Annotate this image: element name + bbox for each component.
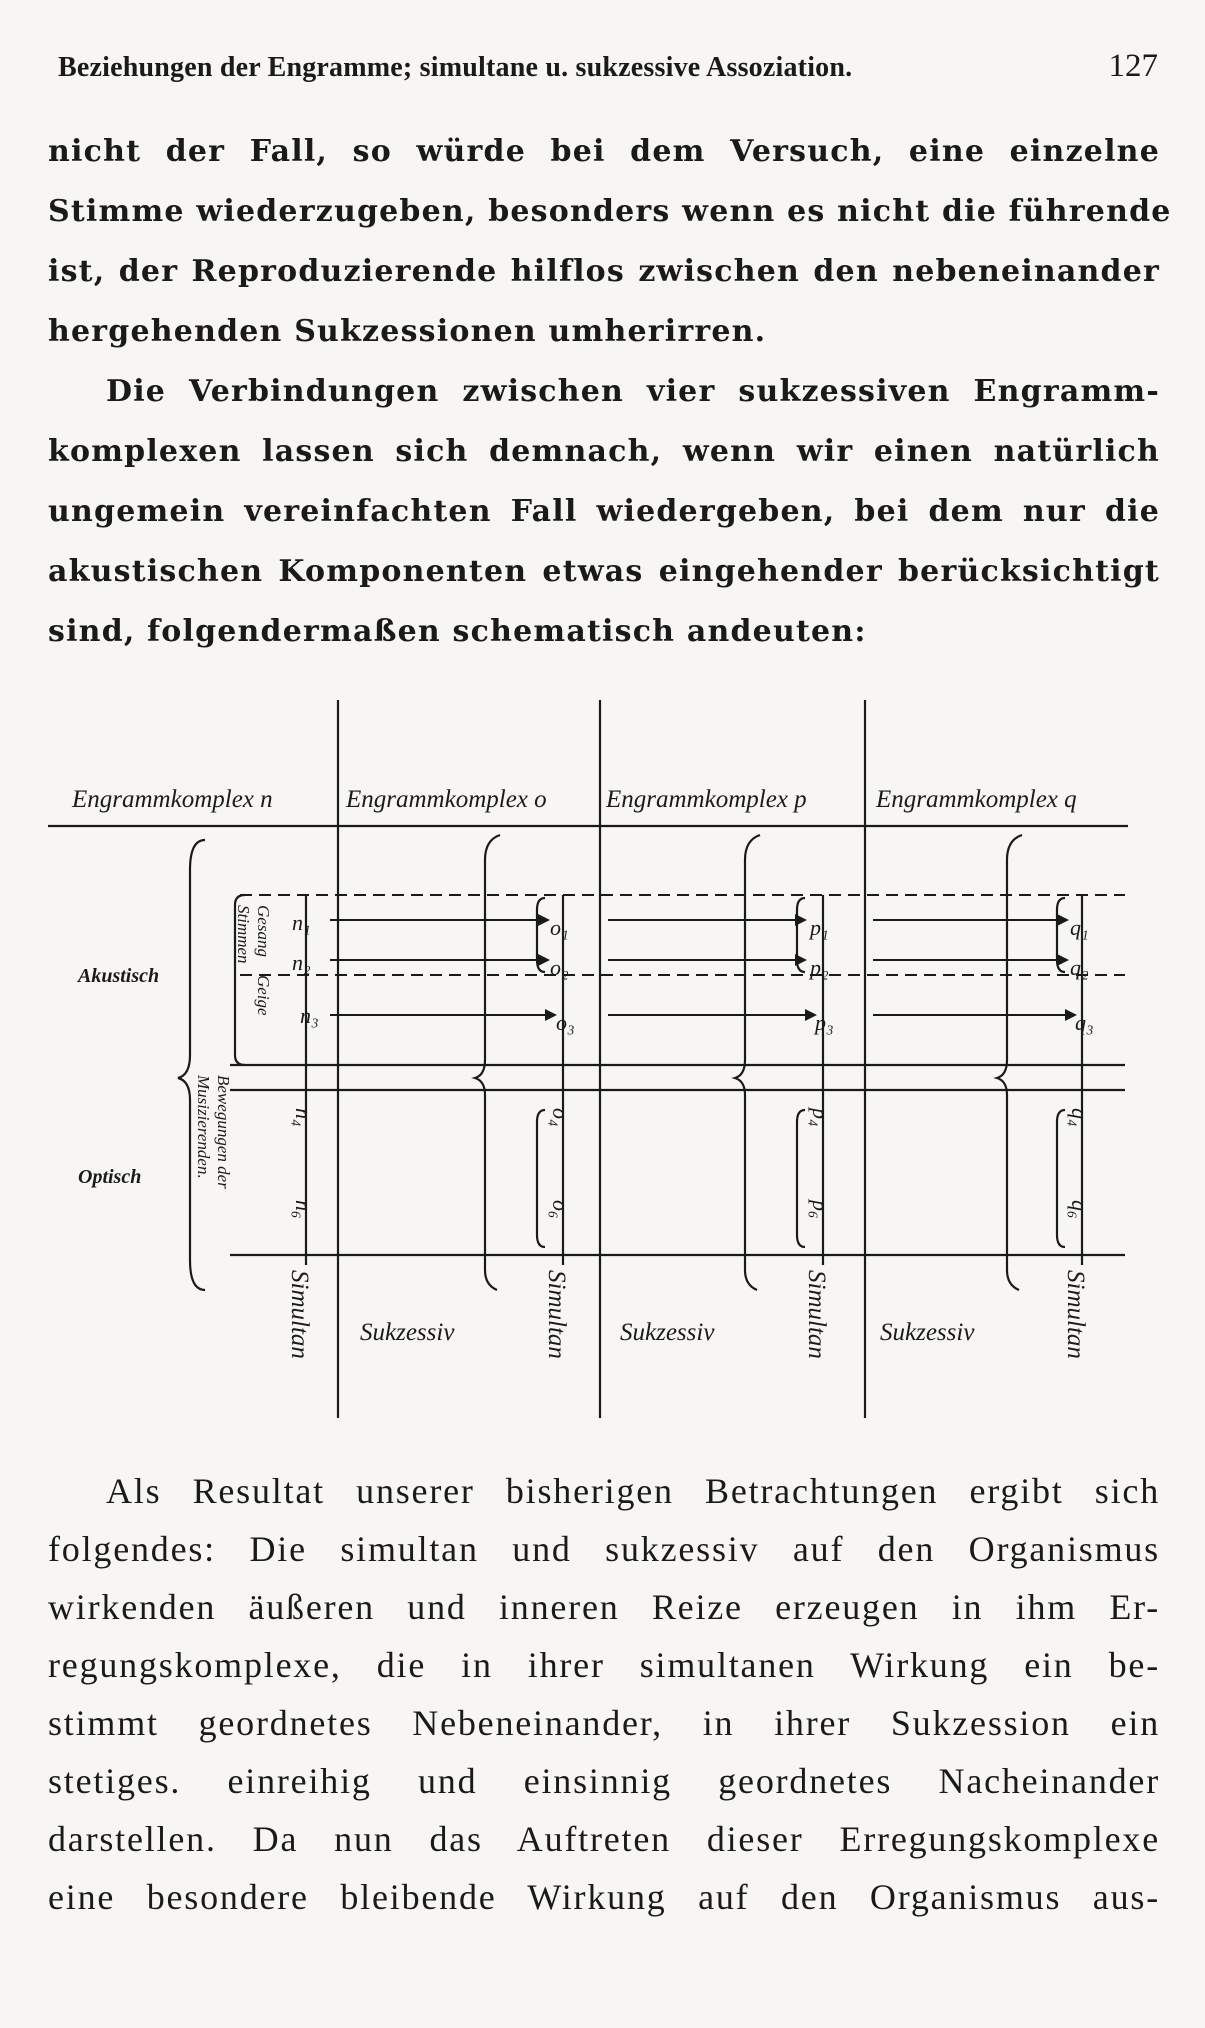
- text-line: ungemein vereinfachten Fall wiedergeben, bei dem nur die: [48, 494, 1160, 529]
- text-line: Stimme wiederzugeben, besonders wenn es nicht die führende: [48, 194, 1172, 229]
- label-q1: q₁: [1070, 915, 1089, 940]
- header-engrammkomplex-q: Engrammkomplex q: [876, 786, 1077, 813]
- label-sukzessiv-3: Sukzessiv: [880, 1319, 975, 1346]
- text-line: regungskomplexe, die in ihrer simultanen Wirkung ein be-: [48, 1645, 1160, 1685]
- label-o1: o₁: [550, 915, 569, 940]
- page-number: 127: [1108, 48, 1158, 84]
- label-geige: Geige: [254, 975, 273, 1016]
- text-line: nicht der Fall, so würde bei dem Versuch, eine einzelne: [48, 134, 1160, 169]
- label-q4: q₄: [1067, 1108, 1092, 1127]
- text-line: Die Verbindungen zwischen vier sukzessiven Engramm-: [106, 374, 1160, 409]
- paragraph-3: [48, 1462, 1160, 1926]
- label-q6: q₆: [1067, 1200, 1092, 1219]
- text-line: wirkenden äußeren und inneren Reize erzeugen in ihm Er-: [48, 1587, 1160, 1627]
- label-p1: p₁: [810, 915, 829, 940]
- label-akustisch: Akustisch: [78, 965, 160, 987]
- text-line: eine besondere bleibende Wirkung auf den Organismus aus-: [48, 1877, 1160, 1917]
- label-musizierenden: Musizierenden.: [194, 1075, 213, 1179]
- running-head-title: Beziehungen der Engramme; simultane u. sukzessive Assoziation.: [58, 52, 853, 83]
- label-gesang: Gesang: [254, 905, 273, 957]
- running-head: [58, 48, 1158, 88]
- label-p6: p₆: [808, 1200, 833, 1219]
- label-o4: o₄: [548, 1108, 573, 1127]
- text-line: akustischen Komponenten etwas eingehender berücksichtigt: [48, 554, 1160, 589]
- text-line: stetiges. einreihig und einsinnig geordnetes Nacheinander: [48, 1761, 1160, 1801]
- label-q3: q₃: [1075, 1010, 1094, 1035]
- text-line: stimmt geordnetes Nebeneinander, in ihrer Sukzession ein: [48, 1703, 1160, 1743]
- label-p3: p₃: [815, 1010, 834, 1035]
- label-sukzessiv-2: Sukzessiv: [620, 1319, 715, 1346]
- text-line: darstellen. Da nun das Auftreten dieser Erregungskomplexe: [48, 1819, 1160, 1859]
- label-n6: n₆: [291, 1200, 316, 1219]
- header-engrammkomplex-o: Engrammkomplex o: [346, 786, 547, 813]
- label-o3: o₃: [556, 1010, 575, 1035]
- label-bewegungen: Bewegungen der: [214, 1075, 233, 1189]
- label-stimmen: Stimmen: [234, 905, 253, 964]
- label-simultan-o: Simultan: [543, 1270, 570, 1359]
- label-simultan-n: Simultan: [286, 1270, 313, 1359]
- label-simultan-q: Simultan: [1062, 1270, 1089, 1359]
- text-line: hergehenden Sukzessionen umherirren.: [48, 314, 767, 349]
- label-optisch: Optisch: [78, 1166, 142, 1188]
- label-q2: q₂: [1070, 955, 1089, 980]
- text-line: komplexen lassen sich demnach, wenn wir einen natürlich: [48, 434, 1160, 469]
- label-o6: o₆: [548, 1200, 573, 1219]
- label-simultan-p: Simultan: [803, 1270, 830, 1359]
- paragraph-1: [48, 122, 1172, 362]
- text-line: ist, der Reproduzierende hilflos zwischen den nebeneinander: [48, 254, 1160, 289]
- label-n2: n₂: [292, 950, 311, 975]
- header-engrammkomplex-p: Engrammkomplex p: [606, 786, 807, 813]
- engram-diagram: [0, 690, 1205, 1430]
- label-n1: n₁: [292, 910, 311, 935]
- label-n3: n₃: [300, 1003, 319, 1028]
- label-o2: o₂: [550, 955, 569, 980]
- header-engrammkomplex-n: Engrammkomplex n: [72, 786, 273, 813]
- label-p4: p₄: [808, 1108, 833, 1127]
- text-line: Als Resultat unserer bisherigen Betrachtungen ergibt sich: [106, 1471, 1160, 1511]
- text-line: sind, folgendermaßen schematisch andeuten:: [48, 614, 867, 649]
- label-n4: n₄: [291, 1108, 316, 1127]
- label-sukzessiv-1: Sukzessiv: [360, 1319, 455, 1346]
- label-p2: p₂: [810, 955, 829, 980]
- text-line: folgendes: Die simultan und sukzessiv auf den Organismus: [48, 1529, 1160, 1569]
- paragraph-2: [48, 362, 1160, 662]
